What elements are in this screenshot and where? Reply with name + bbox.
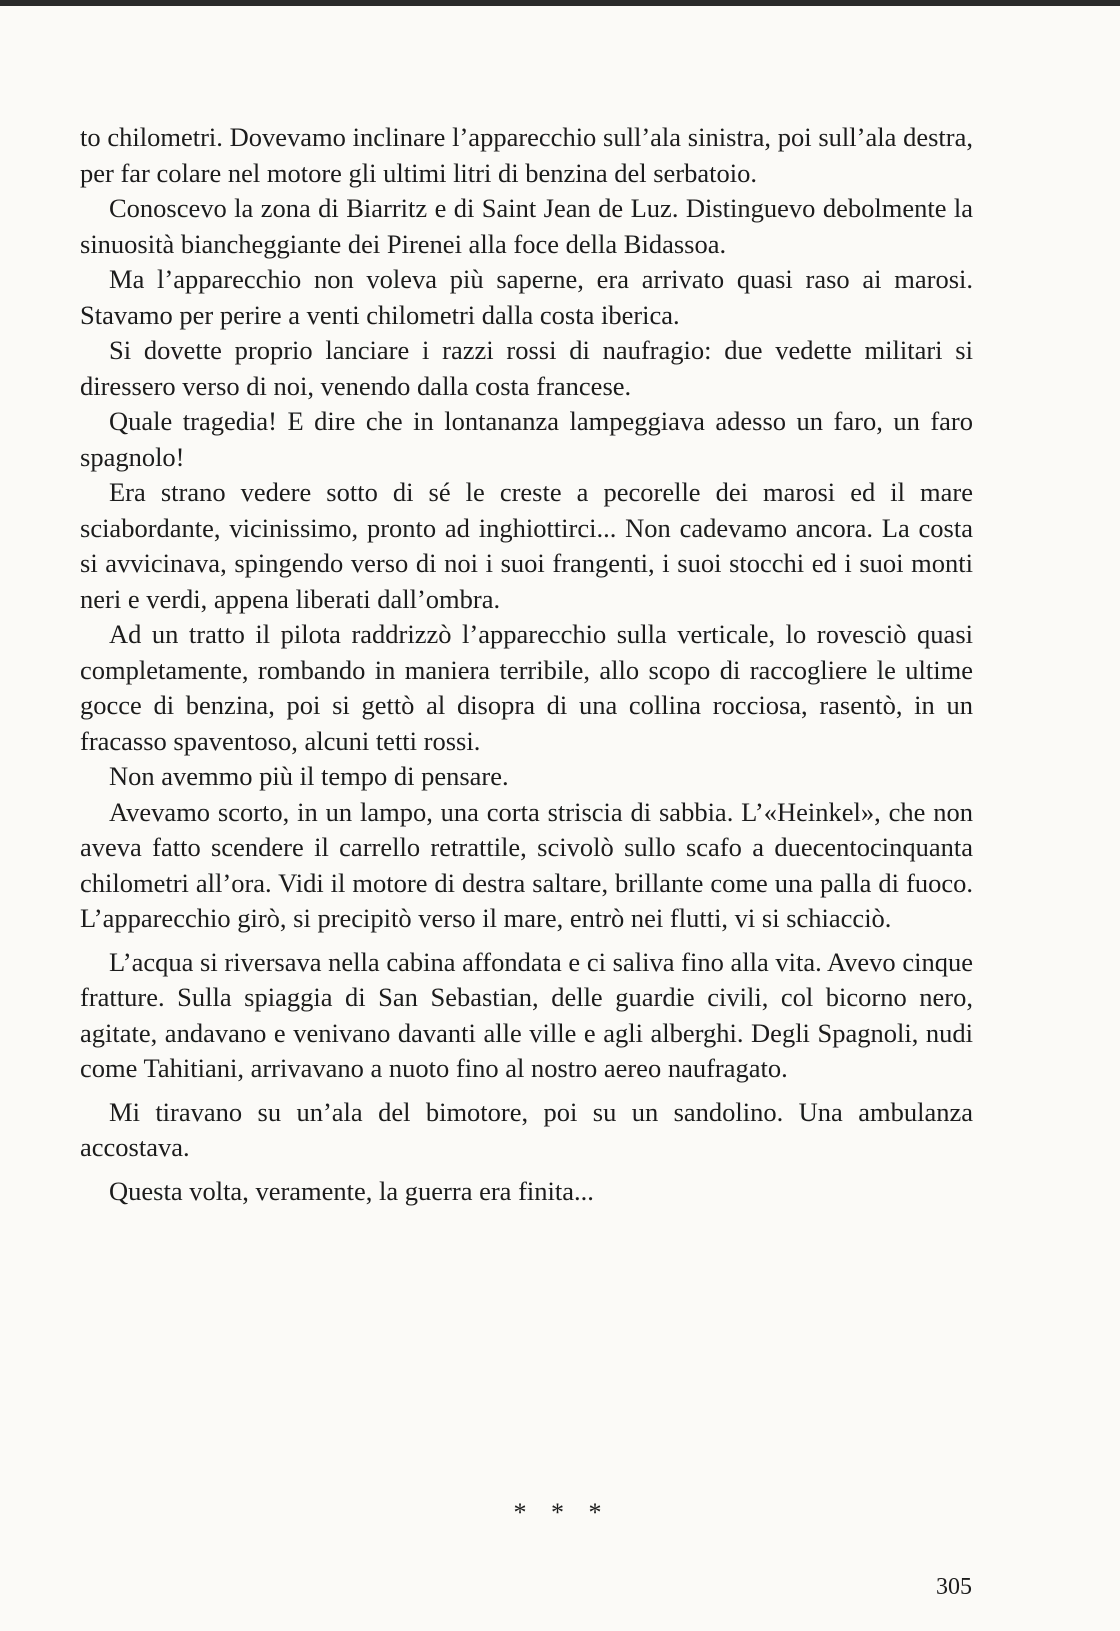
page-top-edge [0, 0, 1120, 6]
paragraph: Mi tiravano su un’ala del bimotore, poi su un sandolino. Una ambulanza accostava. [80, 1096, 973, 1162]
paragraph: L’acqua si riversava nella cabina affondata e ci saliva fino alla vita. Avevo cinque fratture. Sulla spiaggia di San Sebastian, delle guardie civili, col bicorno nero, agitate, andavano e venivano davanti alle ville e agli alberghi. Degli Spagnoli, nudi come Tahitiani, arrivavano a nuoto fino al nostro aereo naufragato. [80, 946, 973, 1083]
paragraph: Questa volta, veramente, la guerra era finita... [109, 1175, 594, 1206]
paragraph: Conoscevo la zona di Biarritz e di Saint Jean de Luz. Distinguevo debolmente la sinuosità biancheggiante dei Pirenei alla foce della Bidassoa. [80, 193, 973, 259]
section-separator: * * * [513, 1498, 611, 1527]
page-number: 305 [936, 1574, 972, 1600]
paragraph: Ma l’apparecchio non voleva più saperne, era arrivato quasi raso ai marosi. Stavamo per perire a venti chilometri dalla costa iberica. [80, 264, 973, 330]
paragraph: Quale tragedia! E dire che in lontananza lampeggiava adesso un faro, un faro spagnolo! [80, 406, 973, 472]
paragraph: Ad un tratto il pilota raddrizzò l’apparecchio sulla verticale, lo rovesciò quasi completamente, rombando in maniera terribile, allo scopo di raccogliere le ultime gocce di benzina, poi si gettò al disopra di una collina rocciosa, rasentò, in un fracasso spaventoso, alcuni tetti rossi. [80, 619, 973, 756]
body-text [80, 120, 973, 1209]
paragraph: Non avemmo più il tempo di pensare. [109, 761, 509, 791]
paragraph-continuation: to chilometri. Dovevamo inclinare l’apparecchio sull’ala sinistra, poi sull’ala destra, per far colare nel motore gli ultimi litri di benzina del serbatoio. [80, 122, 973, 188]
paragraph: Si dovette proprio lanciare i razzi rossi di naufragio: due vedette militari si diressero verso di noi, venendo dalla costa francese. [80, 335, 973, 401]
paragraph: Avevamo scorto, in un lampo, una corta striscia di sabbia. L’«Heinkel», che non aveva fatto scendere il carrello retrattile, scivolò sullo scafo a duecentocinquanta chilometri all’ora. Vidi il motore di destra saltare, brillante come una palla di fuoco. L’apparecchio girò, si precipitò verso il mare, entrò nei flutti, vi si schiacciò. [80, 796, 973, 933]
paragraph: Era strano vedere sotto di sé le creste a pecorelle dei marosi ed il mare sciabordante, vicinissimo, pronto ad inghiottirci... Non cadevamo ancora. La costa si avvicinava, spingendo verso di noi i suoi frangenti, i suoi stocchi ed i suoi monti neri e verdi, appena liberati dall’ombra. [80, 477, 973, 614]
